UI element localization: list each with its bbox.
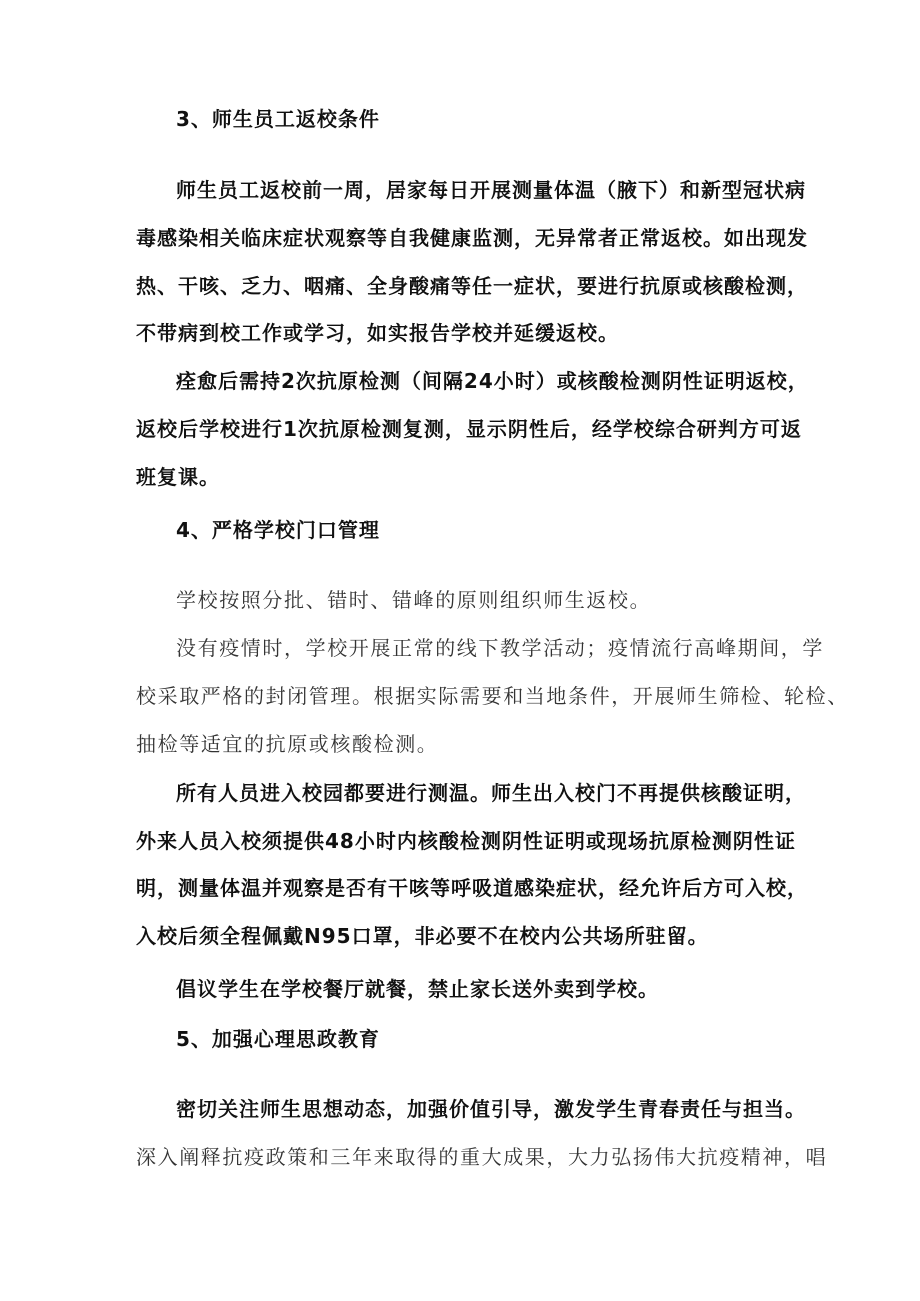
paragraph-line: 痊愈后需持2次抗原检测（间隔24小时）或核酸检测阴性证明返校，	[176, 369, 809, 393]
paragraph-line: 没有疫情时，学校开展正常的线下教学活动；疫情流行高峰期间，学	[176, 636, 824, 660]
paragraph-line: 返校后学校进行1次抗原检测复测，显示阴性后，经学校综合研判方可返	[136, 417, 802, 441]
paragraph-line: 深入阐释抗疫政策和三年来取得的重大成果，大力弘扬伟大抗疫精神，唱	[136, 1145, 828, 1169]
paragraph-line: 倡议学生在学校餐厅就餐，禁止家长送外卖到学校。	[176, 977, 659, 1001]
paragraph-line: 校采取严格的封闭管理。根据实际需要和当地条件，开展师生筛检、轮检、	[136, 684, 849, 708]
paragraph-line: 毒感染相关临床症状观察等自我健康监测，无异常者正常返校。如出现发	[136, 226, 808, 250]
paragraph-line: 抽检等适宜的抗原或核酸检测。	[136, 732, 439, 756]
paragraph-line: 班复课。	[136, 465, 220, 489]
paragraph-line: 密切关注师生思想动态，加强价值引导，激发学生青春责任与担当。	[176, 1097, 806, 1121]
paragraph-line: 明，测量体温并观察是否有干咳等呼吸道感染症状，经允许后方可入校，	[136, 876, 808, 900]
section-heading-4: 4、严格学校门口管理	[176, 518, 380, 542]
paragraph-line: 不带病到校工作或学习，如实报告学校并延缓返校。	[136, 321, 619, 345]
paragraph-line: 外来人员入校须提供48小时内核酸检测阴性证明或现场抗原检测阴性证	[136, 829, 796, 853]
paragraph-line: 所有人员进入校园都要进行测温。师生出入校门不再提供核酸证明，	[176, 781, 806, 805]
paragraph-line: 入校后须全程佩戴N95口罩，非必要不在校内公共场所驻留。	[136, 924, 709, 948]
paragraph-line: 学校按照分批、错时、错峰的原则组织师生返校。	[176, 588, 652, 612]
paragraph-line: 师生员工返校前一周，居家每日开展测量体温（腋下）和新型冠状病	[176, 178, 806, 202]
paragraph-line: 热、干咳、乏力、咽痛、全身酸痛等任一症状，要进行抗原或核酸检测，	[136, 274, 808, 298]
section-heading-3: 3、师生员工返校条件	[176, 107, 380, 131]
section-heading-5: 5、加强心理思政教育	[176, 1027, 380, 1051]
